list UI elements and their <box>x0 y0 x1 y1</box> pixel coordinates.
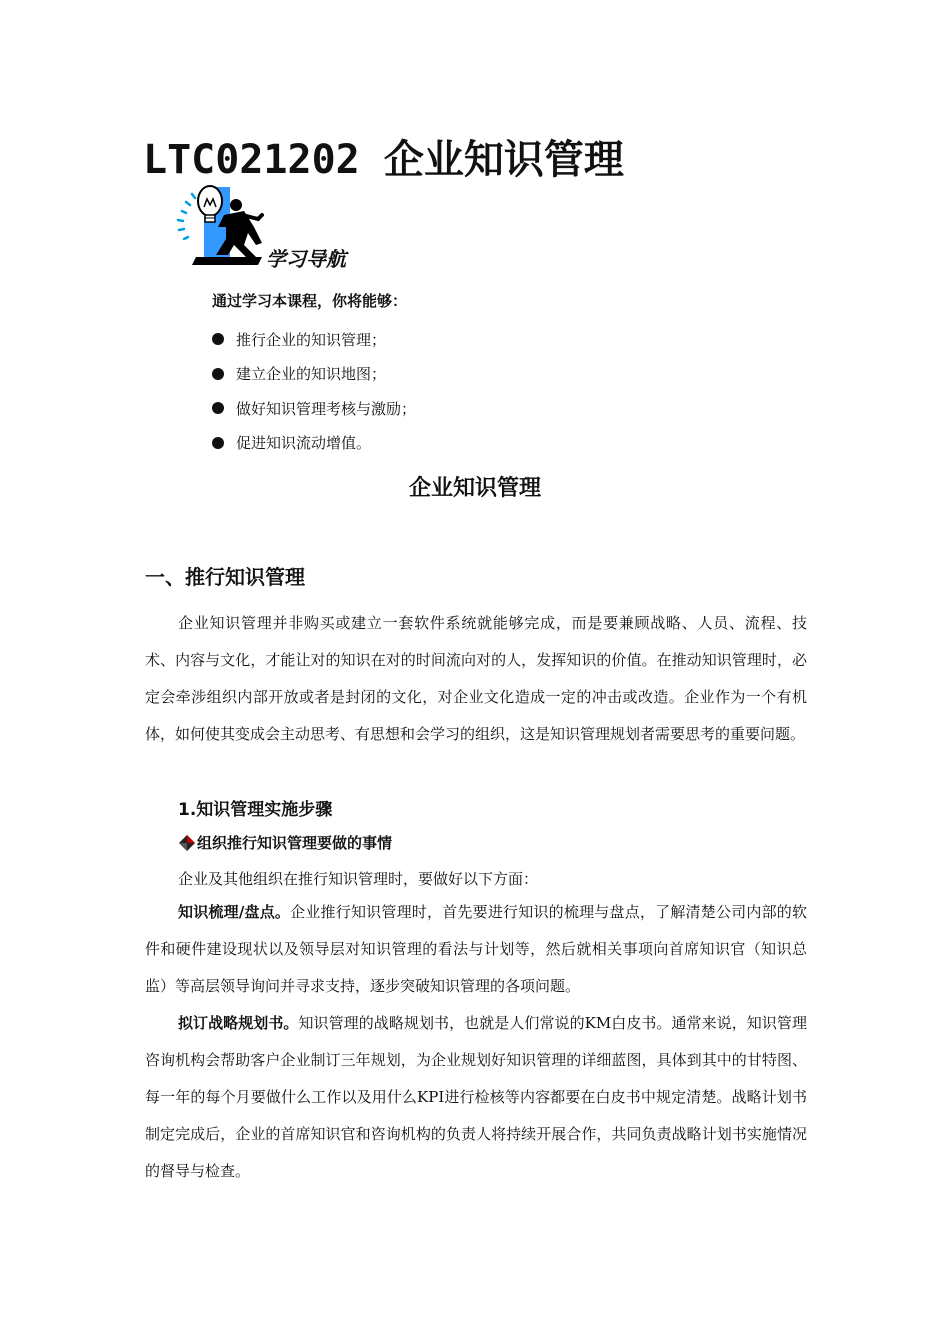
subsection-heading: 1.知识管理实施步骤 <box>178 800 333 820</box>
lightbulb-runner-icon <box>172 175 272 270</box>
subsub-intro: 企业及其他组织在推行知识管理时，要做好以下方面： <box>178 870 539 888</box>
diamond-bullet-icon <box>178 834 196 852</box>
objectives-list <box>212 322 416 460</box>
bullet-icon <box>212 333 224 345</box>
intro-text: 通过学习本课程，你将能够： <box>212 292 408 310</box>
learning-nav-label: 学习导航 <box>266 247 346 271</box>
list-item: 建立企业的知识地图； <box>212 357 416 392</box>
section-paragraph: 企业知识管理并非购买或建立一套软件系统就能够完成，而是要兼顾战略、人员、流程、技术、内容与文化，才能让对的知识在对的时间流向对的人，发挥知识的价值。在推动知识管理时，必定会牵涉组织内部开放或者是封闭的文化，对企业文化造成一定的冲击或改造。企业作为一个有机体，如何使其变成会主动思考、有思想和会学习的组织，这是知识管理规划者需要思考的重要问题。 <box>145 614 807 743</box>
bullet-icon <box>212 402 224 414</box>
list-item: 推行企业的知识管理； <box>212 322 416 357</box>
section-heading: 一、推行知识管理 <box>145 565 305 589</box>
item-label: 拟订战略规划书。 <box>178 1014 299 1032</box>
item-paragraph: 知识梳理/盘点。企业推行知识管理时，首先要进行知识的梳理与盘点，了解清楚公司内部的软件和硬件建设现状以及领导层对知识管理的看法与计划等，然后就相关事项向首席知识官（知识总监）等高层领导询问并寻求支持，逐步突破知识管理的各项问题。 <box>145 903 807 995</box>
list-item: 促进知识流动增值。 <box>212 426 416 461</box>
bullet-icon <box>212 437 224 449</box>
item-label: 知识梳理/盘点。 <box>178 903 291 921</box>
subsub-heading: 组织推行知识管理要做的事情 <box>178 832 392 853</box>
document-title: LTC021202 企业知识管理 <box>143 137 624 183</box>
bullet-icon <box>212 368 224 380</box>
list-item: 做好知识管理考核与激励； <box>212 391 416 426</box>
center-title: 企业知识管理 <box>408 476 541 501</box>
item-paragraph: 拟订战略规划书。知识管理的战略规划书，也就是人们常说的KM白皮书。通常来说，知识管理咨询机构会帮助客户企业制订三年规划，为企业规划好知识管理的详细蓝图，具体到其中的甘特图、每一年的每个月要做什么工作以及用什么KPI进行检核等内容都要在白皮书中规定清楚。战略计划书制定完成后，企业的首席知识官和咨询机构的负责人将持续开展合作，共同负责战略计划书实施情况的督导与检查。 <box>145 1014 807 1180</box>
